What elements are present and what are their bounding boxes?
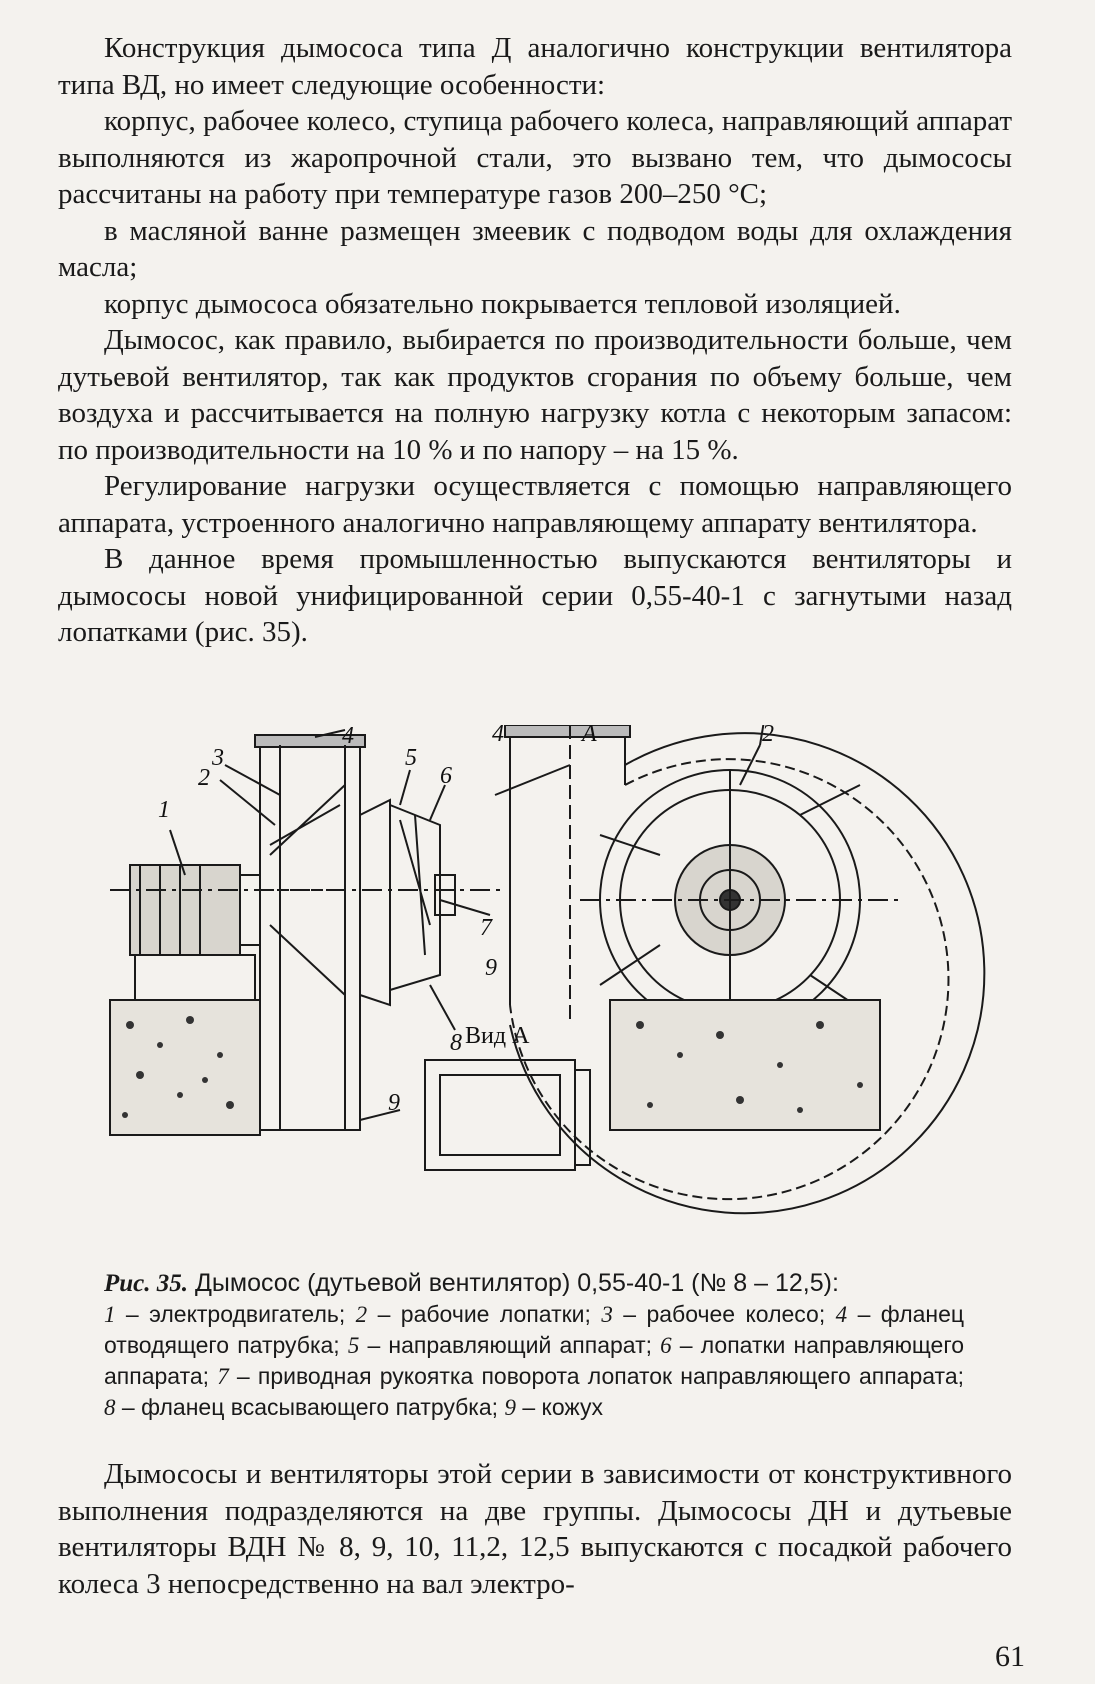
caption-item: 9 – кожух bbox=[504, 1394, 604, 1420]
paragraph: Конструкция дымососа типа Д аналогично конструкции вентилятора типа ВД, но имеет следующие особенности: bbox=[58, 32, 1012, 101]
caption-item: 6 – лопатки направляющего аппарата; bbox=[104, 1332, 964, 1389]
body-text-bottom bbox=[58, 1456, 1012, 1602]
caption-title: Дымосос (дутьевой вентилятор) 0,55-40-1 (№ 8 – 12,5): bbox=[194, 1269, 839, 1297]
view-a-label: Вид А bbox=[465, 1023, 530, 1049]
foundation-block-right bbox=[610, 1000, 880, 1130]
label-4-right: 4 bbox=[492, 725, 504, 747]
label-9-right: 9 bbox=[485, 955, 497, 981]
caption-item: 7 – приводная рукоятка поворота лопаток направляющего аппарата; bbox=[217, 1363, 964, 1389]
motor-body bbox=[130, 865, 240, 955]
label-2: 2 bbox=[198, 765, 210, 791]
paragraph: Регулирование нагрузки осуществляется с помощью направляющего аппарата, устроенного аналогично направляющему аппарату вентилятора. bbox=[58, 470, 1012, 539]
page-number: 61 bbox=[995, 1640, 1025, 1673]
label-9: 9 bbox=[388, 1090, 400, 1116]
label-5: 5 bbox=[405, 745, 417, 771]
caption-item: 1 – электродвигатель; bbox=[104, 1301, 346, 1327]
figure-caption bbox=[104, 1268, 964, 1423]
paragraph: Дымосос, как правило, выбирается по производительности больше, чем дутьевой вентилятор, так как продуктов сгорания по объему больше, чем воздуха и рассчитывается на полную нагрузку котла с некоторым запасом: по производительности на 10 % и по напору – на 15 %. bbox=[58, 324, 1012, 466]
label-4: 4 bbox=[342, 725, 354, 749]
label-6: 6 bbox=[440, 763, 452, 789]
guide-apparatus bbox=[360, 800, 390, 1005]
label-7: 7 bbox=[480, 915, 492, 941]
label-a: A bbox=[582, 725, 597, 747]
caption-item: 8 – фланец всасывающего патрубка; bbox=[104, 1394, 499, 1420]
fan-drawing-figure bbox=[100, 725, 1030, 1260]
paragraph: корпус, рабочее колесо, ступица рабочего колеса, направляющий аппарат выполняются из жаропрочной стали, это вызвано тем, что дымососы рассчитаны на работу при температуре газов 200–250 °С; bbox=[58, 105, 1012, 210]
label-1: 1 bbox=[158, 797, 170, 823]
caption-item: 2 – рабочие лопатки; bbox=[355, 1301, 591, 1327]
label-3: 3 bbox=[212, 745, 224, 771]
technical-drawing bbox=[100, 725, 1030, 1260]
caption-item: 4 – фланец отводящего патрубка; bbox=[104, 1301, 965, 1358]
foundation-block-left bbox=[110, 1000, 260, 1135]
view-a-frame bbox=[425, 1060, 575, 1170]
paragraph: Дымососы и вентиляторы этой серии в зависимости от конструктивного выполнения подразделяются на две группы. Дымососы ДН и дутьевые вентиляторы ВДН № 8, 9, 10, 11,2, 12,5 выпускаются с посадкой рабочего колеса 3 непосредственно на вал электро- bbox=[58, 1458, 1012, 1600]
paragraph: в масляной ванне размещен змеевик с подводом воды для охлаждения масла; bbox=[58, 214, 1012, 283]
body-text-top bbox=[58, 30, 1012, 651]
caption-item: 3 – рабочее колесо; bbox=[601, 1301, 826, 1327]
paragraph: корпус дымососа обязательно покрывается тепловой изоляцией. bbox=[104, 287, 901, 320]
label-8: 8 bbox=[450, 1030, 462, 1056]
caption-label: Рис. 35. bbox=[104, 1270, 189, 1297]
label-2-right: 2 bbox=[762, 725, 774, 747]
caption-item: 5 – направляющий аппарат; bbox=[347, 1332, 653, 1358]
paragraph: В данное время промышленностью выпускаются вентиляторы и дымососы новой унифицированной серии 0,55-40-1 с загнутыми назад лопатками (рис. 35). bbox=[58, 543, 1012, 648]
